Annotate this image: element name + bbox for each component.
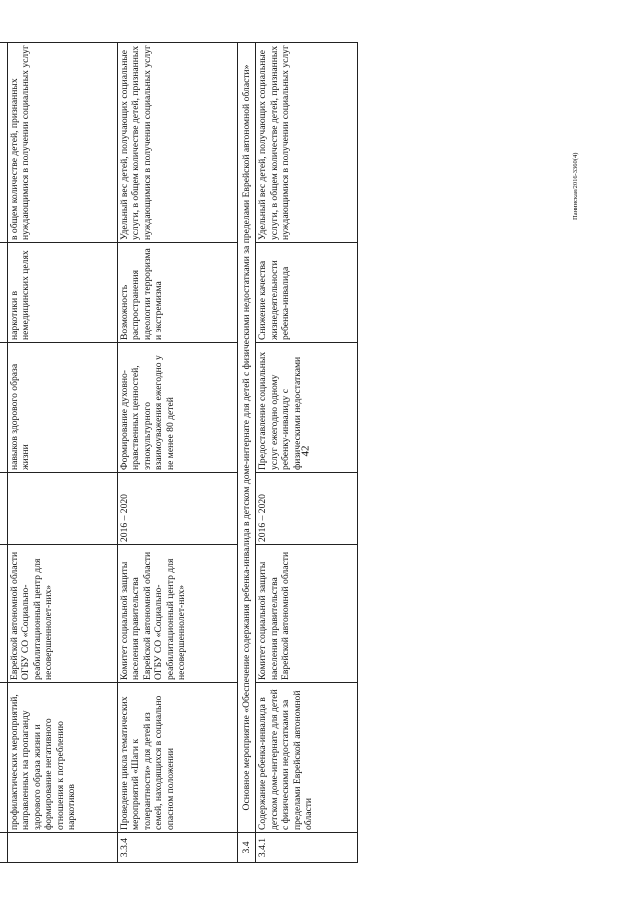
table-row xyxy=(256,43,358,863)
consequence-cell: наркотики в немедицинских целях xyxy=(8,243,118,343)
period-cell: 2016 – 2020 xyxy=(118,473,238,545)
indicator-cell: в общем количестве детей, признанных нуждающимися в получении социальных услуг xyxy=(8,43,118,243)
main-event-row xyxy=(238,43,256,863)
row-number xyxy=(8,833,118,863)
result-cell: Формирование духовно-нравственных ценностей, этнокультурного взаимоуважения ежегодно у не менее 80 детей xyxy=(118,343,238,473)
table-row xyxy=(8,43,118,863)
header-cell xyxy=(0,473,8,545)
row-number: 3.4 xyxy=(238,833,256,863)
header-cell xyxy=(0,833,8,863)
event-name-cell: Содержание ребенка-инвалида в детском доме-интернате для детей с физическими недостатками за пределами Еврейской автономной области xyxy=(256,683,358,833)
document-footer-code: Панинская/2016-3360(4) xyxy=(572,152,579,220)
indicator-cell: Удельный вес детей, получающих социальные услуги, в общем количестве детей, признанных нуждающимися в получении социальных услуг xyxy=(118,43,238,243)
page-number: 42 xyxy=(299,445,312,457)
header-cell xyxy=(0,43,8,243)
executor-cell: Еврейской автономной области ОГБУ СО «Социально-реабилитационный центр для несовершеннолет-них» xyxy=(8,545,118,683)
row-number: 3.4.1 xyxy=(256,833,358,863)
result-cell: навыков здорового образа жизни xyxy=(8,343,118,473)
event-name-cell: профилактических мероприятий, направленных на пропаганду здорового образа жизни и формирование негативного отношения к потреблению наркотиков xyxy=(8,683,118,833)
consequence-cell: Снижение качества жизнедеятельности ребенка-инвалида xyxy=(256,243,358,343)
executor-cell: Комитет социальной защиты населения правительства Еврейской автономной области ОГБУ СО «Социально-реабилитационный центр для несовершеннолет-них» xyxy=(118,545,238,683)
header-row xyxy=(0,43,8,863)
event-name-cell: Проведение цикла тематических мероприятий «Шаги к толерантности» для детей из семей, находящихся в социально опасном положении xyxy=(118,683,238,833)
header-cell xyxy=(0,243,8,343)
executor-cell: Комитет социальной защиты населения правительства Еврейской автономной области xyxy=(256,545,358,683)
result-cell: Предоставление социальных услуг ежегодно одному ребенку-инвалиду с физическими недостатками xyxy=(256,343,358,473)
period-cell: 2016 – 2020 xyxy=(256,473,358,545)
consequence-cell: Возможность распространения идеологии терроризма и экстремизма xyxy=(118,243,238,343)
row-number: 3.3.4 xyxy=(118,833,238,863)
program-table xyxy=(0,42,358,863)
header-cell xyxy=(0,545,8,683)
table-row xyxy=(118,43,238,863)
header-cell xyxy=(0,343,8,473)
main-event-title: Основное мероприятие «Обеспечение содержания ребенка-инвалида в детском доме-интернате для детей с физическими недостатками за пределами Еврейской автономной области» xyxy=(238,43,256,833)
indicator-cell: Удельный вес детей, получающих социальные услуги, в общем количестве детей, признанных нуждающимися в получении социальных услуг xyxy=(256,43,358,243)
rotated-table-container xyxy=(0,43,508,863)
header-cell xyxy=(0,683,8,833)
period-cell xyxy=(8,473,118,545)
